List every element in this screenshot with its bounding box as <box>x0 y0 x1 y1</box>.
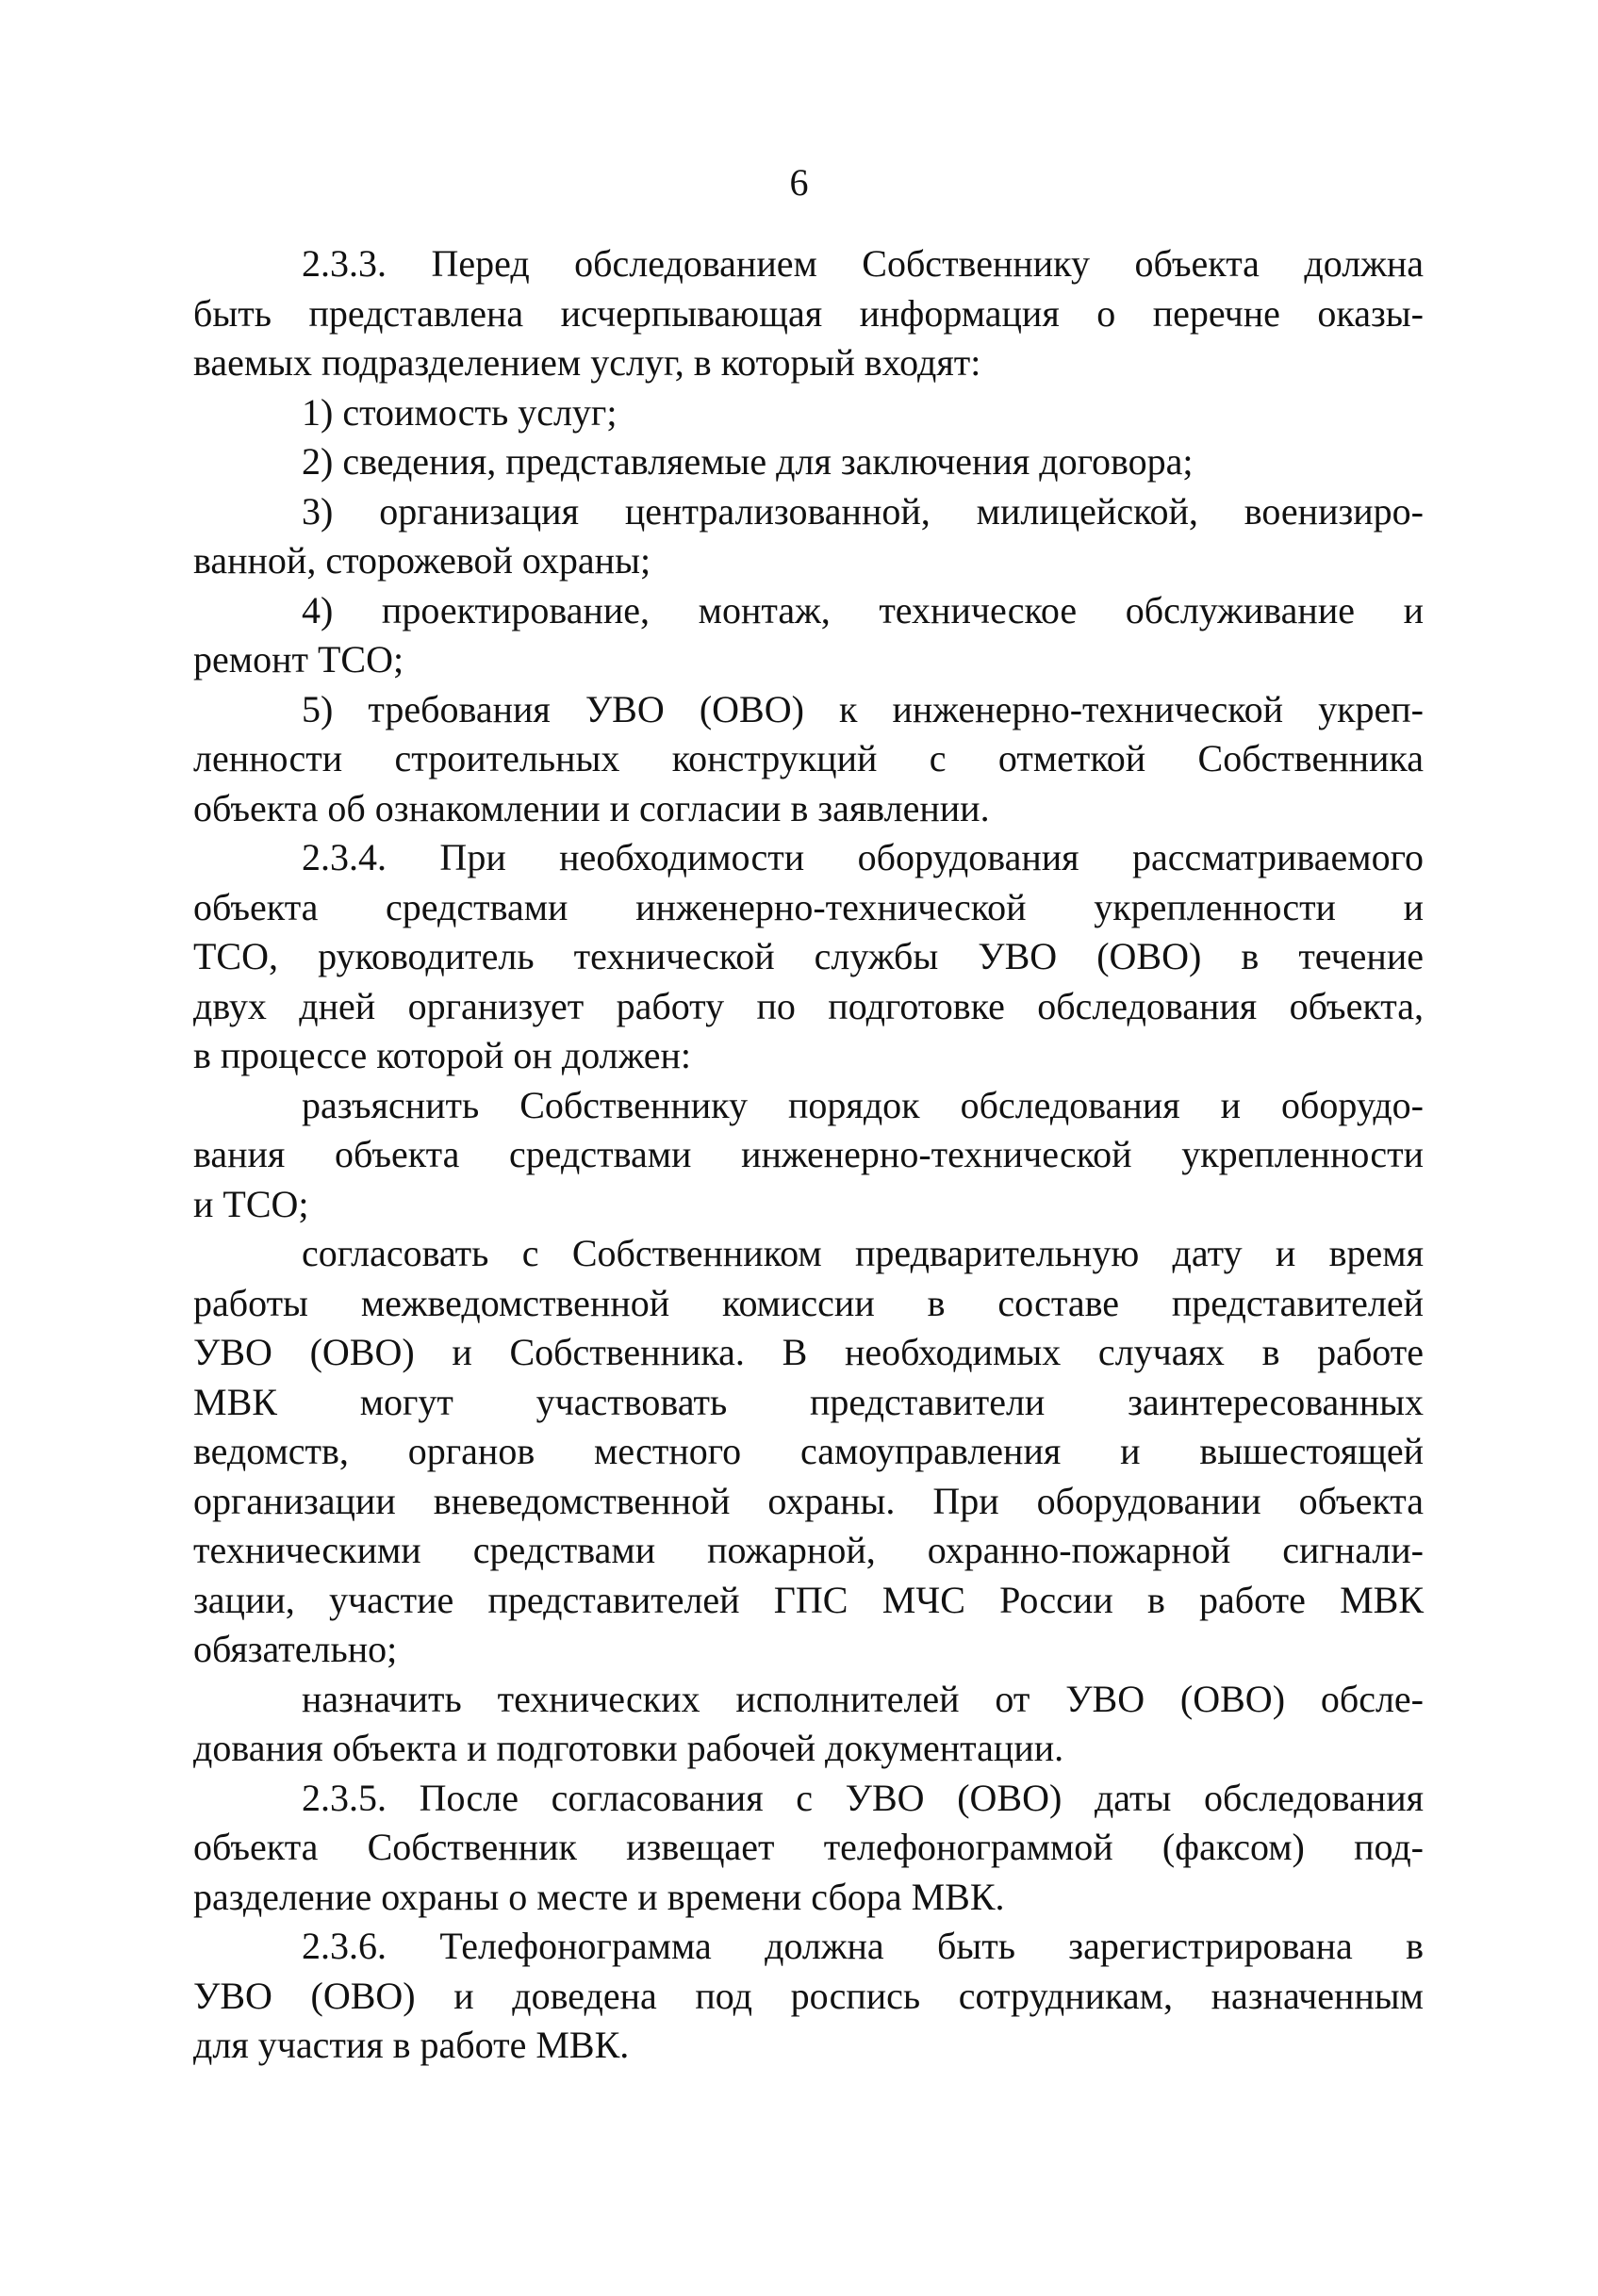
body-text <box>193 239 1424 2071</box>
text-line: и ТСО; <box>193 1182 309 1225</box>
text-line: разделение охраны о месте и времени сбора МВК. <box>193 1875 1005 1918</box>
text-line: УВО (ОВО) и Собственника. В необходимых случаях в работе <box>193 1331 1424 1373</box>
list-item: 2) сведения, представляемые для заключения договора; <box>302 440 1194 483</box>
text-line: обязательно; <box>193 1628 398 1670</box>
text-line: ТСО, руководитель технической службы УВО (ОВО) в течение <box>193 935 1424 977</box>
text-line: дования объекта и подготовки рабочей документации. <box>193 1727 1064 1769</box>
text-line: МВК могут участвовать представители заинтересованных <box>193 1380 1424 1423</box>
text-line: техническими средствами пожарной, охранно-пожарной сигнали- <box>193 1529 1424 1571</box>
text-line: ведомств, органов местного самоуправления и вышестоящей <box>193 1430 1424 1472</box>
text-line: работы межведомственной комиссии в составе представителей <box>193 1281 1424 1324</box>
text-line: зации, участие представителей ГПС МЧС России в работе МВК <box>193 1578 1424 1621</box>
text-line: 2.3.3. Перед обследованием Собственнику объекта должна <box>302 242 1424 285</box>
text-line: в процессе которой он должен: <box>193 1034 692 1076</box>
text-line: 2.3.6. Телефонограмма должна быть зарегистрирована в <box>302 1925 1424 1967</box>
text-line: согласовать с Собственником предварительную дату и время <box>302 1232 1424 1274</box>
text-line: ваемых подразделением услуг, в который входят: <box>193 341 981 384</box>
list-item: 4) проектирование, монтаж, техническое обслуживание и <box>302 588 1424 631</box>
text-line: 2.3.5. После согласования с УВО (ОВО) даты обследования <box>302 1776 1424 1819</box>
text-line: назначить технических исполнителей от УВО (ОВО) обсле- <box>302 1677 1424 1720</box>
page-number: 6 <box>789 161 809 204</box>
text-line: организации вневедомственной охраны. При оборудовании объекта <box>193 1479 1424 1522</box>
text-line: ленности строительных конструкций с отметкой Собственника <box>193 737 1424 779</box>
text-line: объекта средствами инженерно-технической укрепленности и <box>193 885 1424 928</box>
list-item: 1) стоимость услуг; <box>302 390 618 434</box>
text-line: ремонт ТСО; <box>193 638 404 681</box>
list-item: 5) требования УВО (ОВО) к инженерно-технической укреп- <box>302 687 1424 730</box>
list-item: 3) организация централизованной, милицейской, военизиро- <box>302 489 1424 533</box>
text-line: объекта Собственник извещает телефонограммой (факсом) под- <box>193 1826 1424 1868</box>
text-line: УВО (ОВО) и доведена под роспись сотрудникам, назначенным <box>193 1974 1424 2017</box>
text-line: для участия в работе МВК. <box>193 2024 630 2066</box>
text-line: двух дней организует работу по подготовке обследования объекта, <box>193 984 1424 1027</box>
text-line: объекта об ознакомлении и согласии в заявлении. <box>193 786 990 829</box>
text-line: разъяснить Собственнику порядок обследования и оборудо- <box>302 1083 1424 1126</box>
text-line: 2.3.4. При необходимости оборудования рассматриваемого <box>302 836 1424 878</box>
text-line: ванной, сторожевой охраны; <box>193 539 651 582</box>
text-line: вания объекта средствами инженерно-технической укрепленности <box>193 1133 1424 1175</box>
text-line: быть представлена исчерпывающая информация о перечне оказы- <box>193 291 1424 335</box>
